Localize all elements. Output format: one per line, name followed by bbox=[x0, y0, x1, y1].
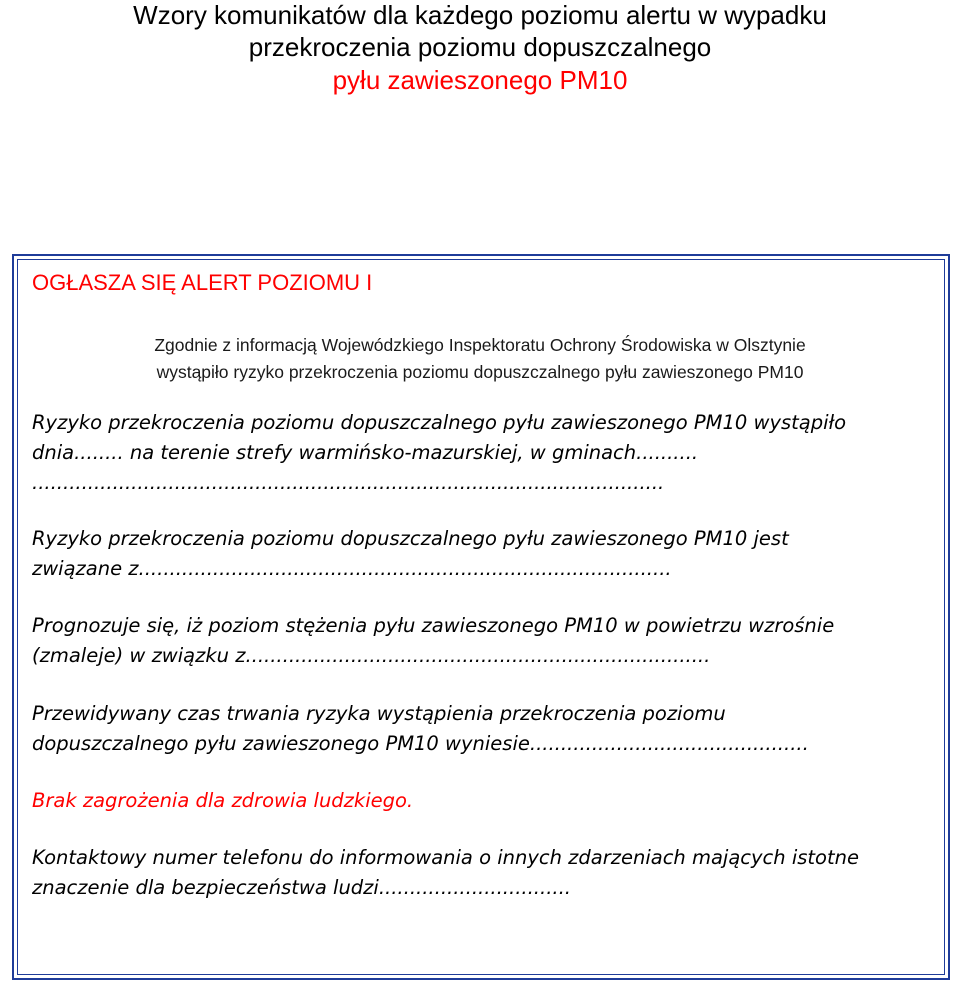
forecast-line-2: (zmaleje) w związku z........................................................................... bbox=[32, 644, 711, 667]
header-line-3: pyłu zawieszonego PM10 bbox=[332, 65, 628, 95]
risk-cause-line-2: związane z...................................................................................... bbox=[32, 557, 672, 580]
duration-line-2: dopuszczalnego pyłu zawieszonego PM10 wyniesie............................................. bbox=[32, 732, 809, 755]
health-status-line: Brak zagrożenia dla zdrowia ludzkiego. bbox=[32, 789, 414, 812]
duration-line-1: Przewidywany czas trwania ryzyka wystąpienia przekroczenia poziomu bbox=[32, 702, 726, 725]
risk-date-line-1: Ryzyko przekroczenia poziomu dopuszczalnego pyłu zawieszonego PM10 wystąpiło bbox=[32, 411, 847, 434]
intro-line-2: wystąpiło ryzyko przekroczenia poziomu dopuszczalnego pyłu zawieszonego PM10 bbox=[156, 362, 804, 382]
forecast-line-1: Prognozuje się, iż poziom stężenia pyłu zawieszonego PM10 w powietrzu wzrośnie bbox=[32, 614, 835, 637]
header-line-1: Wzory komunikatów dla każdego poziomu alertu w wypadku bbox=[133, 0, 827, 30]
risk-date-line-3: ...................................................................................................... bbox=[32, 471, 665, 494]
risk-cause-line-1: Ryzyko przekroczenia poziomu dopuszczalnego pyłu zawieszonego PM10 jest bbox=[32, 527, 789, 550]
alert-title: OGŁASZA SIĘ ALERT POZIOMU I bbox=[32, 270, 373, 295]
header-line-2: przekroczenia poziomu dopuszczalnego bbox=[248, 32, 712, 62]
contact-line-2: znaczenie dla bezpieczeństwa ludzi............................... bbox=[32, 876, 571, 899]
contact-line-1: Kontaktowy numer telefonu do informowania o innych zdarzeniach mających istotne bbox=[32, 846, 859, 869]
risk-date-line-2: dnia........ na terenie strefy warmińsko-mazurskiej, w gminach.......... bbox=[32, 441, 699, 464]
intro-line-1: Zgodnie z informacją Wojewódzkiego Inspektoratu Ochrony Środowiska w Olsztynie bbox=[154, 335, 806, 355]
